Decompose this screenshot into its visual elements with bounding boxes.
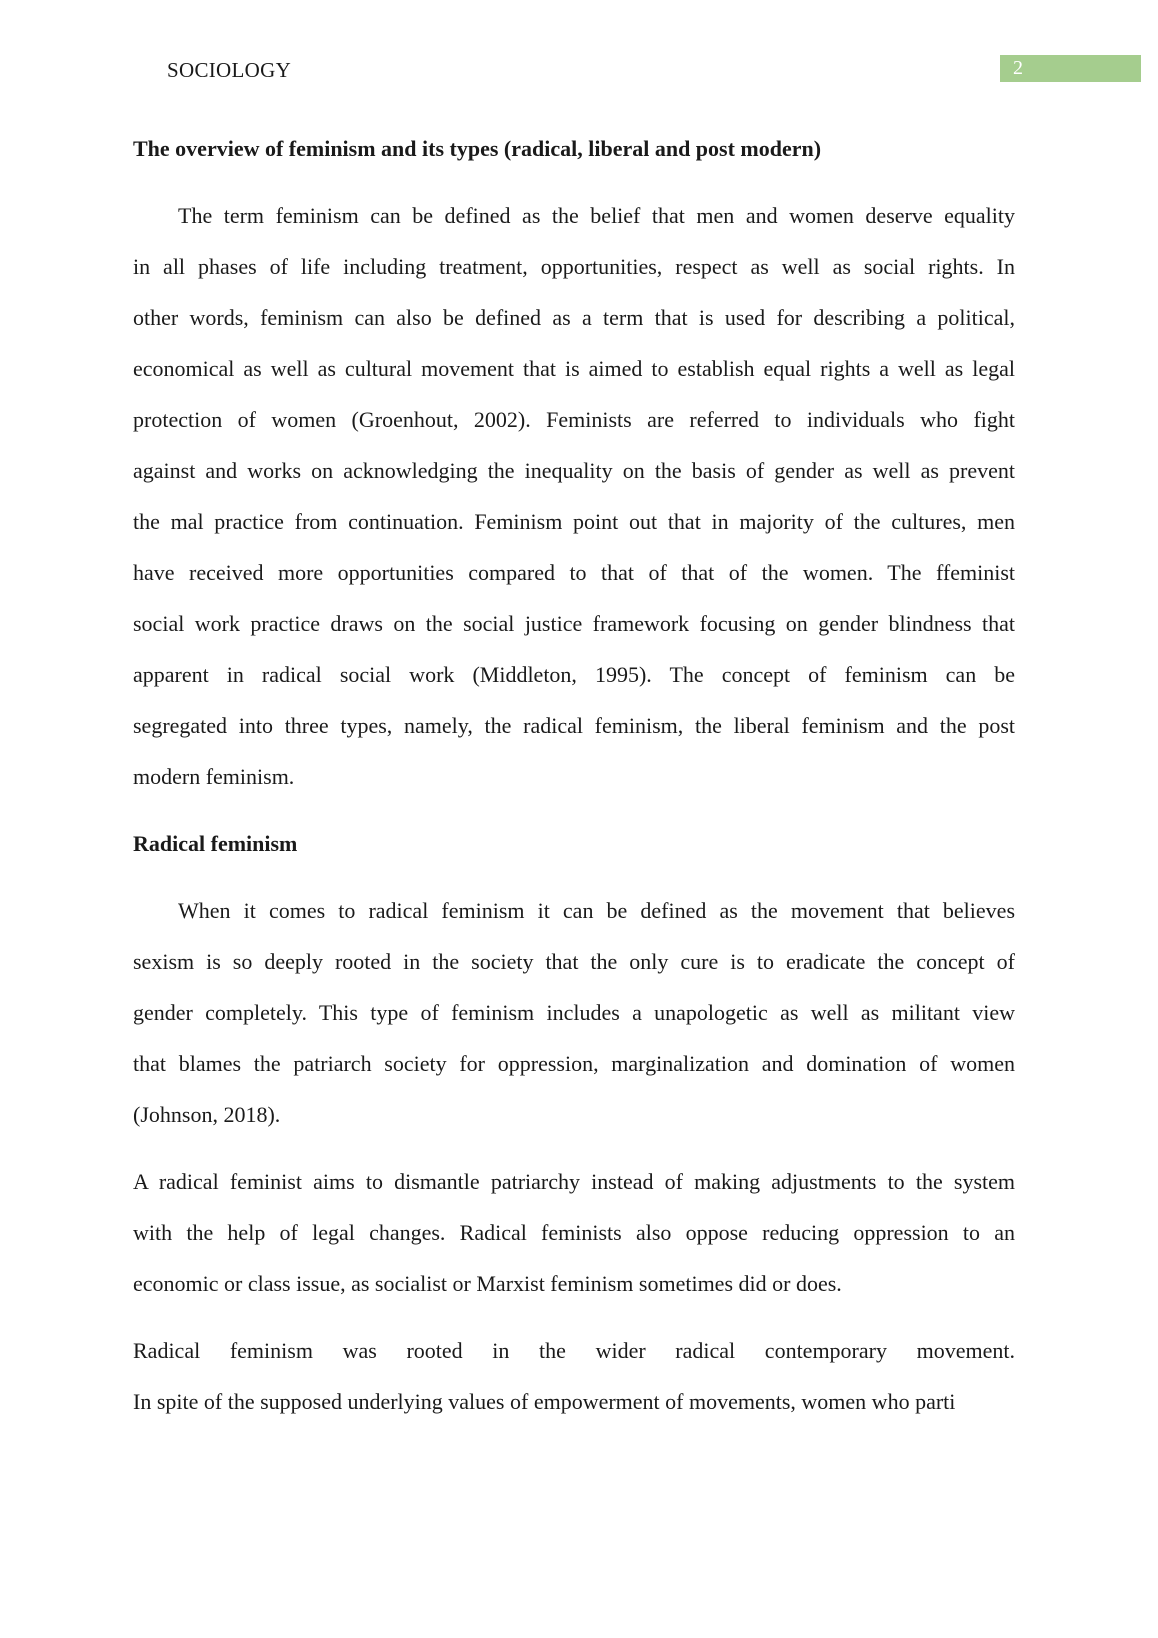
- page-header: [133, 57, 1023, 84]
- text-line: In spite of the supposed underlying values of empowerment of movements, women who parti: [133, 1389, 956, 1414]
- text-line: (Johnson, 2018).: [133, 1102, 281, 1127]
- text-line: protection of women (Groenhout, 2002). Feminists are referred to individuals who fight: [133, 407, 1015, 432]
- paragraph-radical-aims: [133, 1156, 1015, 1309]
- text-line: A radical feminist aims to dismantle patriarchy instead of making adjustments to the system: [133, 1169, 1015, 1194]
- text-line: segregated into three types, namely, the radical feminism, the liberal feminism and the post: [133, 713, 1015, 738]
- text-line: Radical feminism was rooted in the wider radical contemporary movement.: [133, 1338, 1015, 1363]
- text-line: have received more opportunities compared to that of that of the women. The ffeminist: [133, 560, 1015, 585]
- page-number-badge: [1000, 55, 1141, 82]
- text-line: other words, feminism can also be defined as a term that is used for describing a political,: [133, 305, 1015, 330]
- paragraph-radical-definition: [133, 885, 1015, 1140]
- text-line: modern feminism.: [133, 764, 295, 789]
- text-line: with the help of legal changes. Radical feminists also oppose reducing oppression to an: [133, 1220, 1015, 1245]
- text-line: in all phases of life including treatment, opportunities, respect as well as social rights. In: [133, 254, 1015, 279]
- document-title: The overview of feminism and its types (radical, liberal and post modern): [133, 136, 822, 161]
- page-number: 2: [1013, 57, 1023, 79]
- text-line: the mal practice from continuation. Feminism point out that in majority of the cultures, men: [133, 509, 1015, 534]
- text-line: economical as well as cultural movement that is aimed to establish equal rights a well as legal: [133, 356, 1015, 381]
- text-line: When it comes to radical feminism it can be defined as the movement that believes: [178, 898, 1015, 923]
- paragraph-intro: [133, 190, 1015, 802]
- text-line: The term feminism can be defined as the belief that men and women deserve equality: [178, 203, 1015, 228]
- text-line: that blames the patriarch society for oppression, marginalization and domination of women: [133, 1051, 1015, 1076]
- paragraph-radical-roots: [133, 1325, 1015, 1427]
- text-line: against and works on acknowledging the inequality on the basis of gender as well as prevent: [133, 458, 1015, 483]
- running-head: SOCIOLOGY: [167, 58, 292, 82]
- text-line: apparent in radical social work (Middleton, 1995). The concept of feminism can be: [133, 662, 1015, 687]
- text-line: social work practice draws on the social justice framework focusing on gender blindness that: [133, 611, 1015, 636]
- text-line: gender completely. This type of feminism includes a unapologetic as well as militant view: [133, 1000, 1015, 1025]
- text-line: sexism is so deeply rooted in the society that the only cure is to eradicate the concept of: [133, 949, 1015, 974]
- section-heading-radical-feminism: Radical feminism: [133, 831, 298, 856]
- text-line: economic or class issue, as socialist or Marxist feminism sometimes did or does.: [133, 1271, 842, 1296]
